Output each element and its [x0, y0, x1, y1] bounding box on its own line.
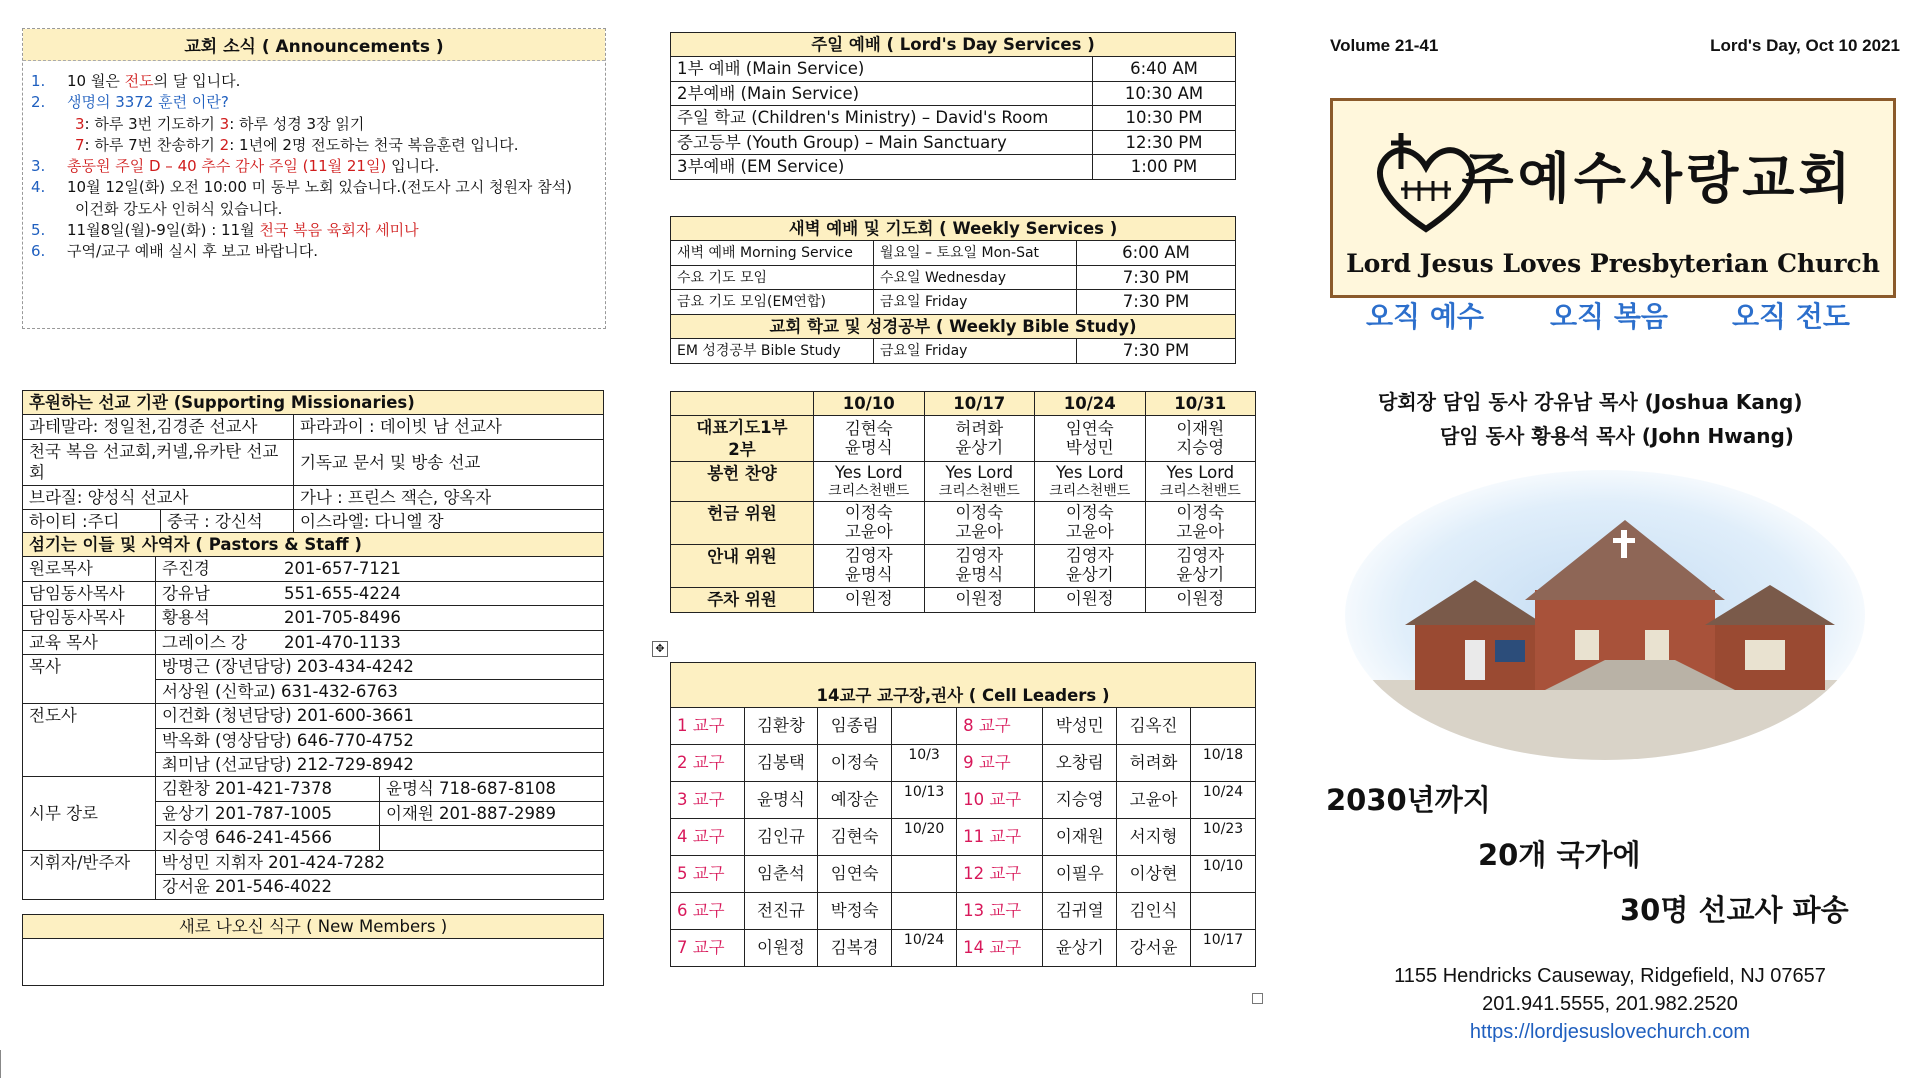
phone-cell: 551-655-4224	[278, 581, 604, 605]
table-cell: 7:30 PM	[1077, 339, 1236, 363]
role-cell: 원로목사	[23, 557, 156, 581]
move-handle-icon[interactable]: ✥	[652, 641, 668, 657]
cell-deaconess: 박정숙	[818, 893, 892, 930]
duty-name: 크리스천밴드	[938, 483, 1020, 500]
duty-name: 이정숙	[844, 503, 893, 523]
announcement-item	[31, 135, 597, 156]
table-row	[671, 130, 1236, 154]
duty-name: 고윤아	[1065, 522, 1114, 542]
table-cell: 이스라엘: 다니엘 장	[294, 510, 604, 534]
table-row	[23, 606, 604, 630]
cell-leader: 이재원	[1043, 819, 1117, 856]
cell-deaconess: 서지형	[1117, 819, 1191, 856]
duty-cell	[1035, 502, 1146, 545]
phone-cell: 201-470-1133	[278, 630, 604, 654]
table-row	[671, 819, 1256, 856]
announcement-text: 입니다.	[386, 157, 440, 176]
announcement-number: 1.	[31, 72, 46, 90]
table-row	[671, 339, 1236, 363]
cell-date: 10/17	[1191, 930, 1256, 967]
cell-date	[892, 893, 957, 930]
name-cell: 그레이스 강	[156, 630, 279, 654]
announcement-text: 3	[219, 114, 230, 133]
table-row	[23, 510, 604, 534]
cell-number: 4 교구	[671, 819, 745, 856]
service-time: 7:30 PM	[1077, 265, 1236, 289]
announcement-item	[31, 199, 597, 220]
slogan: 오직 복음	[1550, 300, 1668, 333]
elder-list	[156, 777, 604, 850]
evangelist-line: 이건화 (청년담당) 201-600-3661	[156, 704, 603, 728]
service-time: 7:30 PM	[1077, 290, 1236, 314]
announcement-text: : 1년에 2명 전도하는 천국 복음훈련 입니다.	[229, 135, 519, 154]
announcement-text: : 하루 3번 기도하기	[84, 114, 220, 133]
weekly-services-title: 새벽 예배 및 기도회 ( Weekly Services )	[671, 217, 1236, 241]
conductor-line: 박성민 지휘자 201-424-7282	[156, 851, 603, 875]
service-day: 수요일 Wednesday	[874, 265, 1077, 289]
cell-leader: 오창림	[1043, 745, 1117, 782]
table-cell: 중국 : 강신석	[161, 510, 294, 534]
evangelist-line: 박옥화 (영상담당) 646-770-4752	[156, 729, 603, 753]
cell-number: 11 교구	[957, 819, 1043, 856]
announcement-text: 2	[219, 135, 230, 154]
role-cell: 담임동사목사	[23, 606, 156, 630]
service-name: 주일 학교 (Children's Ministry) – David's Room	[671, 106, 1093, 130]
new-members-table	[22, 914, 604, 986]
table-cell: EM 성경공부 Bible Study	[671, 339, 874, 363]
table-row	[23, 630, 604, 654]
cell-deaconess: 김인식	[1117, 893, 1191, 930]
senior-pastor-line: 당회장 담임 동사 강유남 목사 (Joshua Kang)	[1378, 390, 1803, 414]
announcement-text: 7	[75, 135, 85, 154]
cell-date: 10/10	[1191, 856, 1256, 893]
cell-date: 10/24	[1191, 782, 1256, 819]
cell-deaconess: 임종림	[818, 708, 892, 745]
elder-cell: 김환창 201-421-7378	[156, 777, 380, 801]
cell-deaconess: 강서윤	[1117, 930, 1191, 967]
table-cell: 과테말라: 정일천,김경준 선교사	[23, 415, 294, 439]
duty-role: 대표기도1부 2부	[671, 416, 814, 462]
announcement-text: : 하루 7번 찬송하기	[84, 135, 220, 154]
duty-name: 크리스천밴드	[828, 483, 910, 500]
duty-cell	[1035, 416, 1146, 462]
church-logo	[1330, 98, 1896, 298]
church-phones: 201.941.5555, 201.982.2520	[1482, 993, 1738, 1015]
cell-leader: 이필우	[1043, 856, 1117, 893]
service-day: 금요일 Friday	[874, 290, 1077, 314]
elder-cell: 이재원 201-887-2989	[380, 801, 604, 825]
duty-cell	[1145, 545, 1256, 588]
table-row	[671, 265, 1236, 289]
service-time: 6:00 AM	[1077, 241, 1236, 265]
service-time: 12:30 PM	[1093, 130, 1236, 154]
evangelist-line: 최미남 (선교담당) 212-729-8942	[162, 754, 414, 774]
duty-cell	[924, 462, 1035, 502]
duty-cell	[1035, 588, 1146, 612]
duty-name: Yes Lord	[945, 463, 1014, 483]
cell-date: 10/18	[1191, 745, 1256, 782]
cell-date: 10/23	[1191, 819, 1256, 856]
slogan: 오직 예수	[1366, 300, 1484, 333]
cell-deaconess: 예장순	[818, 782, 892, 819]
phone-cell: 201-705-8496	[278, 606, 604, 630]
announcement-number: 2.	[31, 93, 46, 112]
cell-date: 10/24	[892, 930, 957, 967]
duty-name: 고윤아	[844, 522, 893, 542]
cell-number: 8 교구	[957, 708, 1043, 745]
announcement-item	[31, 92, 597, 113]
staff-table	[22, 532, 604, 900]
cell-leader: 박성민	[1043, 708, 1117, 745]
bible-study-title: 교회 학교 및 성경공부 ( Weekly Bible Study)	[671, 314, 1236, 338]
table-cell: 금요일 Friday	[874, 339, 1077, 363]
role-cell: 지휘자/반주자	[23, 850, 156, 899]
duty-corner	[671, 392, 814, 416]
logo-english-name: Lord Jesus Loves Presbyterian Church	[1346, 249, 1880, 278]
elder-cell: 윤명식 718-687-8108	[380, 777, 604, 801]
announcement-item	[31, 114, 597, 135]
announcement-item	[31, 156, 597, 177]
phone-cell: 201-657-7121	[278, 557, 604, 581]
vision-line-1: 2030년까지	[1326, 783, 1491, 817]
logo-korean-name: 주예수사랑교회	[1461, 147, 1855, 210]
cell-deaconess: 김현숙	[818, 819, 892, 856]
role-cell: 시무 장로	[23, 777, 156, 850]
duty-name: 이원정	[1065, 589, 1114, 609]
announcement-text: 10월 12일(화) 오전 10:00 미 동부 노회 있습니다.(전도사 고시 청원자 참석)	[67, 178, 573, 197]
duty-name: 이원정	[955, 589, 1004, 609]
cell-date	[1191, 893, 1256, 930]
cell-deaconess: 이상현	[1117, 856, 1191, 893]
service-time: 1:00 PM	[1093, 155, 1236, 179]
service-name: 3부예배 (EM Service)	[671, 155, 1093, 179]
duty-cell	[814, 502, 925, 545]
table-row	[23, 485, 604, 509]
table-row	[23, 581, 604, 605]
church-photo	[1345, 470, 1865, 760]
table-row	[23, 439, 604, 485]
duty-role: 주차 위원	[671, 588, 814, 612]
duty-name: 이정숙	[1065, 503, 1114, 523]
cell-leader: 윤명식	[744, 782, 818, 819]
announcement-number: 3.	[31, 157, 46, 176]
duty-name: 윤명식	[955, 565, 1004, 585]
name-cell: 주진경	[156, 557, 279, 581]
new-members-title: 새로 나오신 식구 ( New Members )	[23, 915, 604, 939]
slogan: 오직 전도	[1732, 300, 1850, 333]
duty-cell	[924, 416, 1035, 462]
duty-date-header: 10/24	[1035, 392, 1146, 416]
name-cell: 강유남	[156, 581, 279, 605]
table-row	[23, 415, 604, 439]
service-time: 6:40 AM	[1093, 57, 1236, 81]
table-row	[671, 462, 1256, 502]
announcement-text: 생명의 3372 훈련 이란?	[67, 93, 229, 112]
table-row	[671, 155, 1236, 179]
table-cell: 기독교 문서 및 방송 선교	[294, 439, 604, 485]
duty-cell	[814, 462, 925, 502]
table-row	[671, 416, 1256, 462]
duty-name: 윤명식	[844, 437, 893, 457]
elder-cell: 지승영 646-241-4566	[156, 826, 380, 850]
duty-name: 크리스천밴드	[1049, 483, 1131, 500]
duty-cell	[814, 416, 925, 462]
duty-name: 이정숙	[1176, 503, 1225, 523]
duty-role: 안내 위원	[671, 545, 814, 588]
duty-name: 윤명식	[844, 565, 893, 585]
table-row	[23, 850, 604, 899]
table-row	[671, 290, 1236, 314]
duty-name: 김영자	[844, 546, 893, 566]
cell-deaconess: 김복경	[818, 930, 892, 967]
table-cell: 가나 : 프린스 잭슨, 양옥자	[294, 485, 604, 509]
duty-role: 봉헌 찬양	[671, 462, 814, 502]
announcement-text: 의 달 입니다.	[153, 72, 241, 90]
duty-name: 윤상기	[1176, 565, 1225, 585]
vision-line-2: 20개 국가에	[1478, 838, 1641, 872]
table-cell: 천국 복음 선교회,커넬,유카탄 선교회	[23, 439, 294, 485]
cell-leader: 김인규	[744, 819, 818, 856]
announcement-item	[31, 220, 597, 241]
duty-name: 김영자	[1065, 546, 1114, 566]
service-name: 2부예배 (Main Service)	[671, 81, 1093, 105]
announcements-box	[22, 28, 606, 329]
duty-name: 이원정	[844, 589, 893, 609]
announcement-text: 총동원 주일 D – 40 추수 감사 주일 (11월 21일)	[67, 157, 387, 176]
duty-cell	[1035, 545, 1146, 588]
cell-number: 9 교구	[957, 745, 1043, 782]
duty-name: 고윤아	[1176, 522, 1225, 542]
cell-deaconess: 이정숙	[818, 745, 892, 782]
duty-roster-table	[670, 391, 1256, 613]
duty-name: 윤상기	[955, 437, 1004, 457]
table-row	[671, 856, 1256, 893]
table-row	[671, 106, 1236, 130]
duty-name: Yes Lord	[1055, 463, 1124, 483]
announcement-text: 이건화 강도사 인허식 있습니다.	[75, 199, 283, 218]
duty-cell	[1145, 462, 1256, 502]
service-name: 중고등부 (Youth Group) – Main Sanctuary	[671, 130, 1093, 154]
cell-number: 12 교구	[957, 856, 1043, 893]
announcement-text: 3	[75, 114, 85, 133]
duty-date-header: 10/31	[1145, 392, 1256, 416]
announcement-text: : 하루 성경 3장 읽기	[229, 114, 365, 133]
co-pastor-line: 담임 동사 황용석 목사 (John Hwang)	[1440, 424, 1794, 448]
cell-leaders-title: 14교구 교구장,권사 ( Cell Leaders )	[671, 663, 1256, 708]
duty-date-header: 10/17	[924, 392, 1035, 416]
table-row	[671, 708, 1256, 745]
vision-line-3: 30명 선교사 파송	[1620, 893, 1849, 927]
duty-role: 헌금 위원	[671, 502, 814, 545]
table-cell: 파라과이 : 데이빗 남 선교사	[294, 415, 604, 439]
cell-number: 7 교구	[671, 930, 745, 967]
pastor-line: 방명근 (장년담당) 203-434-4242	[156, 655, 603, 679]
missionaries-title: 후원하는 선교 기관 (Supporting Missionaries)	[23, 391, 604, 415]
cell-number: 14 교구	[957, 930, 1043, 967]
table-row	[671, 745, 1256, 782]
role-cell: 목사	[23, 655, 156, 704]
table-row	[671, 81, 1236, 105]
cell-leader: 지승영	[1043, 782, 1117, 819]
announcements-list	[23, 61, 605, 273]
announcement-item	[31, 177, 597, 198]
duty-cell	[924, 545, 1035, 588]
duty-name: 고윤아	[955, 522, 1004, 542]
duty-name: 박성민	[1065, 437, 1114, 457]
cell-leader: 김귀열	[1043, 893, 1117, 930]
announcement-text: 10 월은	[67, 72, 125, 90]
announcement-item	[31, 71, 597, 92]
duty-name: Yes Lord	[834, 463, 903, 483]
duty-name: 지승영	[1176, 437, 1225, 457]
cell-leader: 김환창	[744, 708, 818, 745]
duty-name: Yes Lord	[1166, 463, 1235, 483]
conductor-line: 강서윤 201-546-4022	[162, 877, 332, 897]
pastor-list	[156, 655, 604, 704]
church-building-image	[1345, 470, 1865, 760]
pastor-line: 서상원 (신학교) 631-432-6763	[162, 681, 398, 701]
announcement-item	[31, 241, 597, 262]
announcements-title: 교회 소식 ( Announcements )	[23, 29, 605, 61]
duty-name: 이재원	[1176, 418, 1225, 438]
sunday-services-title: 주일 예배 ( Lord's Day Services )	[671, 33, 1236, 57]
cell-date: 10/13	[892, 782, 957, 819]
announcement-text: 전도	[124, 72, 154, 90]
table-row	[671, 588, 1256, 612]
duty-cell	[924, 588, 1035, 612]
church-contact	[1320, 962, 1900, 1046]
service-name: 새벽 예배 Morning Service	[671, 241, 874, 265]
page-edge-marker	[0, 1050, 1, 1078]
sunday-services-table	[670, 32, 1236, 180]
cell-leader: 윤상기	[1043, 930, 1117, 967]
cell-date	[892, 856, 957, 893]
duty-name: 허려화	[955, 418, 1004, 438]
cell-leader: 김봉택	[744, 745, 818, 782]
duty-name: 김영자	[955, 546, 1004, 566]
role-cell: 담임동사목사	[23, 581, 156, 605]
service-day: 월요일 – 토요일 Mon-Sat	[874, 241, 1077, 265]
table-cell: 브라질: 양성식 선교사	[23, 485, 294, 509]
service-name: 1부 예배 (Main Service)	[671, 57, 1093, 81]
cell-deaconess: 임연숙	[818, 856, 892, 893]
cell-deaconess: 김옥진	[1117, 708, 1191, 745]
duty-date-header: 10/10	[814, 392, 925, 416]
duty-cell	[1035, 462, 1146, 502]
duty-name: 김현숙	[844, 418, 893, 438]
duty-cell	[814, 588, 925, 612]
elder-cell	[380, 826, 604, 850]
cell-deaconess: 허려화	[1117, 745, 1191, 782]
duty-name: 김영자	[1176, 546, 1225, 566]
cell-date: 10/20	[892, 819, 957, 856]
cell-number: 2 교구	[671, 745, 745, 782]
table-row	[23, 557, 604, 581]
cell-leaders-table	[670, 662, 1256, 967]
duty-cell	[1145, 416, 1256, 462]
staff-title: 섬기는 이들 및 사역자 ( Pastors & Staff )	[23, 533, 604, 557]
elder-cell: 윤상기 201-787-1005	[156, 801, 380, 825]
service-name: 금요 기도 모임(EM연합)	[671, 290, 874, 314]
church-website-link[interactable]: https://lordjesuslovechurch.com	[1469, 1021, 1751, 1043]
new-members-body	[23, 939, 604, 986]
duty-cell	[1145, 588, 1256, 612]
cell-date	[1191, 708, 1256, 745]
duty-name: 크리스천밴드	[1159, 483, 1241, 500]
duty-cell	[814, 545, 925, 588]
cell-date: 10/3	[892, 745, 957, 782]
announcement-number: 5.	[31, 221, 46, 240]
announcement-text: 천국 복음 육회자 세미나	[259, 221, 419, 240]
service-time: 10:30 AM	[1093, 81, 1236, 105]
cell-date	[892, 708, 957, 745]
cell-number: 5 교구	[671, 856, 745, 893]
announcement-number: 6.	[31, 242, 46, 261]
cell-number: 6 교구	[671, 893, 745, 930]
cell-number: 10 교구	[957, 782, 1043, 819]
cell-number: 1 교구	[671, 708, 745, 745]
name-cell: 황용석	[156, 606, 279, 630]
table-row	[671, 782, 1256, 819]
cell-leader: 이원정	[744, 930, 818, 967]
service-time: 10:30 PM	[1093, 106, 1236, 130]
table-row	[23, 704, 604, 777]
table-row	[23, 777, 604, 850]
announcement-number: 4.	[31, 178, 46, 197]
table-row	[671, 241, 1236, 265]
cell-number: 3 교구	[671, 782, 745, 819]
cell-deaconess: 고윤아	[1117, 782, 1191, 819]
role-cell: 교육 목사	[23, 630, 156, 654]
duty-name: 이원정	[1176, 589, 1225, 609]
weekly-services-table	[670, 216, 1236, 364]
duty-cell	[1145, 502, 1256, 545]
duty-name: 임연숙	[1065, 418, 1114, 438]
table-row	[23, 655, 604, 704]
duty-name: 윤상기	[1065, 565, 1114, 585]
duty-name: 이정숙	[955, 503, 1004, 523]
cell-number: 13 교구	[957, 893, 1043, 930]
evangelist-list	[156, 704, 604, 777]
cell-leader: 임춘석	[744, 856, 818, 893]
volume-label: Volume 21-41	[1330, 36, 1439, 55]
role-cell: 전도사	[23, 704, 156, 777]
missionaries-table	[22, 390, 604, 535]
date-label: Lord's Day, Oct 10 2021	[1710, 36, 1900, 55]
resize-handle-icon[interactable]	[1252, 993, 1263, 1004]
conductor-list	[156, 850, 604, 899]
duty-cell	[924, 502, 1035, 545]
table-cell: 하이티 :주디	[23, 510, 161, 534]
table-row	[671, 502, 1256, 545]
table-row	[671, 893, 1256, 930]
announcement-text: 11월8일(월)-9일(화) : 11월	[67, 221, 260, 240]
announcement-text: 구역/교구 예배 실시 후 보고 바랍니다.	[67, 242, 319, 261]
church-address: 1155 Hendricks Causeway, Ridgefield, NJ 07657	[1394, 965, 1826, 987]
table-row	[671, 57, 1236, 81]
table-row	[671, 545, 1256, 588]
table-row	[671, 930, 1256, 967]
cell-leader: 전진규	[744, 893, 818, 930]
service-name: 수요 기도 모임	[671, 265, 874, 289]
